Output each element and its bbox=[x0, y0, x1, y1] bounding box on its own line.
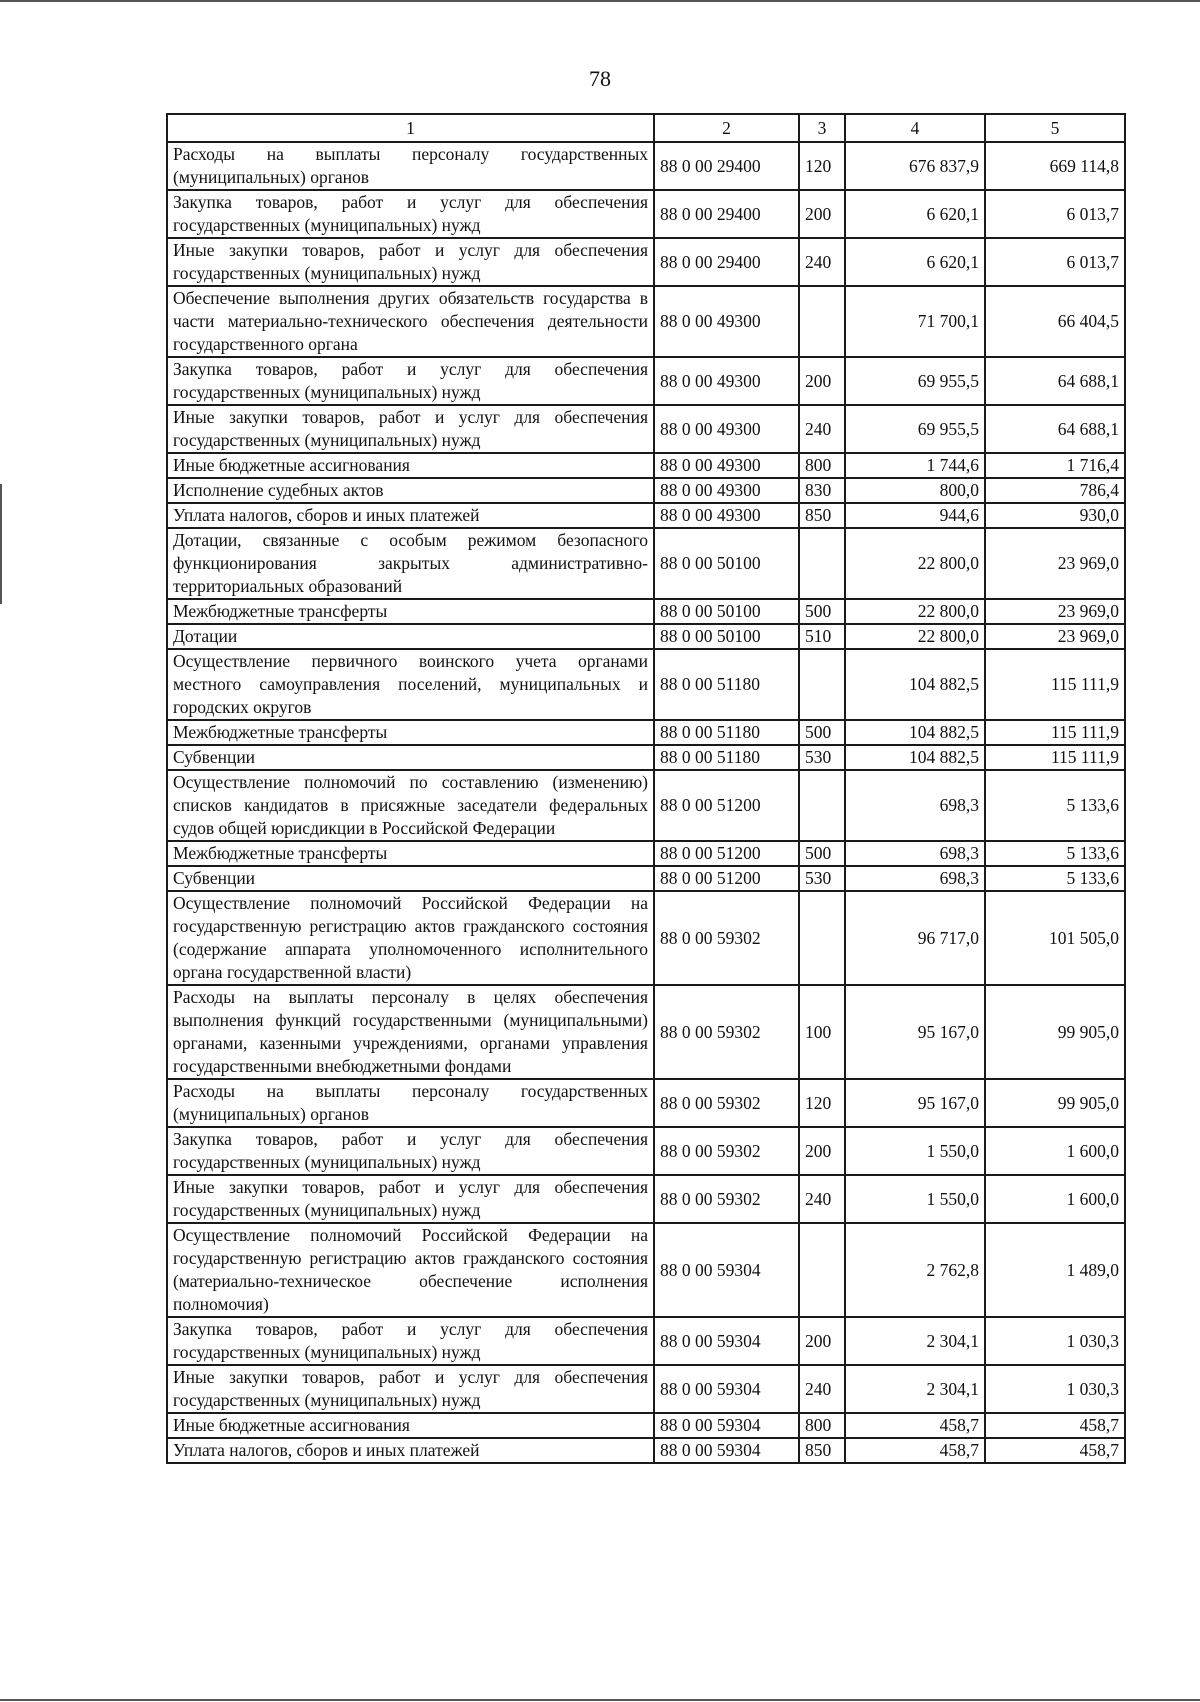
row-value-5-cell: 458,7 bbox=[985, 1438, 1125, 1463]
row-type-cell: 240 bbox=[799, 405, 845, 453]
row-type-cell: 530 bbox=[799, 866, 845, 891]
row-value-4-cell: 69 955,5 bbox=[845, 405, 985, 453]
row-type-cell bbox=[799, 891, 845, 985]
table-body bbox=[167, 114, 1125, 1463]
row-value-5-cell: 6 013,7 bbox=[985, 238, 1125, 286]
table-row bbox=[167, 1438, 1125, 1463]
scan-edge-bottom bbox=[0, 1699, 1200, 1701]
row-type-cell: 200 bbox=[799, 357, 845, 405]
row-value-4-cell: 104 882,5 bbox=[845, 745, 985, 770]
row-code-cell: 88 0 00 51200 bbox=[654, 770, 799, 841]
table-row bbox=[167, 745, 1125, 770]
row-type-cell: 200 bbox=[799, 1317, 845, 1365]
table-row bbox=[167, 985, 1125, 1079]
row-value-5-cell: 1 030,3 bbox=[985, 1365, 1125, 1413]
row-name-cell: Расходы на выплаты персоналу государственных (муниципальных) органов bbox=[167, 142, 654, 190]
row-name-cell: Иные бюджетные ассигнования bbox=[167, 453, 654, 478]
table-row bbox=[167, 357, 1125, 405]
row-name-cell: Дотации bbox=[167, 624, 654, 649]
row-code-cell: 88 0 00 51200 bbox=[654, 841, 799, 866]
row-type-cell: 830 bbox=[799, 478, 845, 503]
row-code-cell: 88 0 00 51200 bbox=[654, 866, 799, 891]
row-value-4-cell: 104 882,5 bbox=[845, 720, 985, 745]
row-value-5-cell: 6 013,7 bbox=[985, 190, 1125, 238]
row-value-5-cell: 115 111,9 bbox=[985, 745, 1125, 770]
header-col-5: 5 bbox=[985, 114, 1125, 142]
row-value-4-cell: 6 620,1 bbox=[845, 238, 985, 286]
row-value-4-cell: 800,0 bbox=[845, 478, 985, 503]
row-value-5-cell: 115 111,9 bbox=[985, 649, 1125, 720]
row-value-5-cell: 64 688,1 bbox=[985, 405, 1125, 453]
row-value-5-cell: 66 404,5 bbox=[985, 286, 1125, 357]
row-code-cell: 88 0 00 49300 bbox=[654, 453, 799, 478]
table-row bbox=[167, 1079, 1125, 1127]
row-type-cell: 100 bbox=[799, 985, 845, 1079]
row-type-cell: 530 bbox=[799, 745, 845, 770]
row-value-5-cell: 64 688,1 bbox=[985, 357, 1125, 405]
table-row bbox=[167, 503, 1125, 528]
row-name-cell: Иные закупки товаров, работ и услуг для обеспечения государственных (муниципальных) нужд bbox=[167, 405, 654, 453]
table-row bbox=[167, 405, 1125, 453]
row-value-5-cell: 1 030,3 bbox=[985, 1317, 1125, 1365]
table-row bbox=[167, 1223, 1125, 1317]
row-value-5-cell: 115 111,9 bbox=[985, 720, 1125, 745]
row-value-5-cell: 1 600,0 bbox=[985, 1127, 1125, 1175]
row-value-4-cell: 1 744,6 bbox=[845, 453, 985, 478]
row-value-5-cell: 1 489,0 bbox=[985, 1223, 1125, 1317]
row-name-cell: Межбюджетные трансферты bbox=[167, 720, 654, 745]
row-code-cell: 88 0 00 49300 bbox=[654, 503, 799, 528]
row-type-cell: 200 bbox=[799, 1127, 845, 1175]
page-number: 78 bbox=[589, 66, 611, 91]
budget-table bbox=[166, 113, 1126, 1464]
row-name-cell: Иные закупки товаров, работ и услуг для обеспечения государственных (муниципальных) нужд bbox=[167, 1365, 654, 1413]
row-value-5-cell: 1 600,0 bbox=[985, 1175, 1125, 1223]
header-col-1: 1 bbox=[167, 114, 654, 142]
table-row bbox=[167, 1127, 1125, 1175]
table-row bbox=[167, 624, 1125, 649]
row-value-4-cell: 676 837,9 bbox=[845, 142, 985, 190]
header-col-3: 3 bbox=[799, 114, 845, 142]
row-type-cell bbox=[799, 649, 845, 720]
row-code-cell: 88 0 00 51180 bbox=[654, 745, 799, 770]
row-name-cell: Уплата налогов, сборов и иных платежей bbox=[167, 1438, 654, 1463]
row-value-4-cell: 95 167,0 bbox=[845, 1079, 985, 1127]
row-value-4-cell: 95 167,0 bbox=[845, 985, 985, 1079]
row-type-cell bbox=[799, 528, 845, 599]
row-name-cell: Исполнение судебных актов bbox=[167, 478, 654, 503]
row-code-cell: 88 0 00 59302 bbox=[654, 1127, 799, 1175]
row-code-cell: 88 0 00 59302 bbox=[654, 985, 799, 1079]
row-name-cell: Расходы на выплаты персоналу в целях обеспечения выполнения функций государственными (муниципальными) органами, казенными учреждениями, органами управления государственными внебюджетными фондами bbox=[167, 985, 654, 1079]
row-code-cell: 88 0 00 59302 bbox=[654, 891, 799, 985]
table-row bbox=[167, 599, 1125, 624]
row-type-cell: 240 bbox=[799, 1175, 845, 1223]
header-col-2: 2 bbox=[654, 114, 799, 142]
row-type-cell: 500 bbox=[799, 720, 845, 745]
table-row bbox=[167, 1317, 1125, 1365]
row-name-cell: Осуществление первичного воинского учета органами местного самоуправления поселений, муниципальных и городских округов bbox=[167, 649, 654, 720]
row-type-cell bbox=[799, 1223, 845, 1317]
scan-edge-left bbox=[0, 484, 2, 604]
row-type-cell: 510 bbox=[799, 624, 845, 649]
row-code-cell: 88 0 00 59304 bbox=[654, 1223, 799, 1317]
row-value-4-cell: 22 800,0 bbox=[845, 528, 985, 599]
table-row bbox=[167, 770, 1125, 841]
row-code-cell: 88 0 00 29400 bbox=[654, 238, 799, 286]
row-type-cell bbox=[799, 286, 845, 357]
row-value-5-cell: 23 969,0 bbox=[985, 599, 1125, 624]
row-name-cell: Иные бюджетные ассигнования bbox=[167, 1413, 654, 1438]
row-name-cell: Осуществление полномочий Российской Федерации на государственную регистрацию актов гражданского состояния (материально-техническое обеспечение исполнения полномочия) bbox=[167, 1223, 654, 1317]
row-type-cell: 800 bbox=[799, 1413, 845, 1438]
table-row bbox=[167, 190, 1125, 238]
row-value-4-cell: 22 800,0 bbox=[845, 624, 985, 649]
row-name-cell: Закупка товаров, работ и услуг для обеспечения государственных (муниципальных) нужд bbox=[167, 1127, 654, 1175]
row-value-4-cell: 698,3 bbox=[845, 770, 985, 841]
row-name-cell: Закупка товаров, работ и услуг для обеспечения государственных (муниципальных) нужд bbox=[167, 190, 654, 238]
row-value-4-cell: 2 304,1 bbox=[845, 1365, 985, 1413]
row-type-cell: 120 bbox=[799, 1079, 845, 1127]
row-name-cell: Осуществление полномочий Российской Федерации на государственную регистрацию актов гражданского состояния (содержание аппарата уполномоченного исполнительного органа государственной власти) bbox=[167, 891, 654, 985]
table-row bbox=[167, 286, 1125, 357]
row-name-cell: Субвенции bbox=[167, 745, 654, 770]
row-value-4-cell: 944,6 bbox=[845, 503, 985, 528]
row-value-5-cell: 458,7 bbox=[985, 1413, 1125, 1438]
row-value-4-cell: 2 304,1 bbox=[845, 1317, 985, 1365]
row-code-cell: 88 0 00 29400 bbox=[654, 142, 799, 190]
row-code-cell: 88 0 00 59304 bbox=[654, 1438, 799, 1463]
row-code-cell: 88 0 00 49300 bbox=[654, 478, 799, 503]
row-value-4-cell: 1 550,0 bbox=[845, 1175, 985, 1223]
table-row bbox=[167, 238, 1125, 286]
row-value-5-cell: 1 716,4 bbox=[985, 453, 1125, 478]
row-name-cell: Расходы на выплаты персоналу государственных (муниципальных) органов bbox=[167, 1079, 654, 1127]
row-name-cell: Уплата налогов, сборов и иных платежей bbox=[167, 503, 654, 528]
row-code-cell: 88 0 00 49300 bbox=[654, 286, 799, 357]
row-value-5-cell: 930,0 bbox=[985, 503, 1125, 528]
row-name-cell: Закупка товаров, работ и услуг для обеспечения государственных (муниципальных) нужд bbox=[167, 357, 654, 405]
row-type-cell: 500 bbox=[799, 599, 845, 624]
row-value-4-cell: 698,3 bbox=[845, 866, 985, 891]
header-col-4: 4 bbox=[845, 114, 985, 142]
row-value-4-cell: 104 882,5 bbox=[845, 649, 985, 720]
table-row bbox=[167, 528, 1125, 599]
row-value-4-cell: 71 700,1 bbox=[845, 286, 985, 357]
row-type-cell bbox=[799, 770, 845, 841]
row-type-cell: 240 bbox=[799, 1365, 845, 1413]
row-value-5-cell: 5 133,6 bbox=[985, 770, 1125, 841]
row-value-5-cell: 5 133,6 bbox=[985, 841, 1125, 866]
row-value-5-cell: 5 133,6 bbox=[985, 866, 1125, 891]
row-code-cell: 88 0 00 50100 bbox=[654, 624, 799, 649]
table-row bbox=[167, 1175, 1125, 1223]
row-type-cell: 850 bbox=[799, 503, 845, 528]
row-code-cell: 88 0 00 59302 bbox=[654, 1175, 799, 1223]
row-value-5-cell: 23 969,0 bbox=[985, 624, 1125, 649]
row-code-cell: 88 0 00 50100 bbox=[654, 528, 799, 599]
row-value-4-cell: 22 800,0 bbox=[845, 599, 985, 624]
row-value-5-cell: 99 905,0 bbox=[985, 1079, 1125, 1127]
table-row bbox=[167, 1413, 1125, 1438]
row-type-cell: 120 bbox=[799, 142, 845, 190]
row-type-cell: 800 bbox=[799, 453, 845, 478]
row-code-cell: 88 0 00 59304 bbox=[654, 1365, 799, 1413]
table-row bbox=[167, 841, 1125, 866]
row-code-cell: 88 0 00 59304 bbox=[654, 1317, 799, 1365]
row-value-4-cell: 698,3 bbox=[845, 841, 985, 866]
row-type-cell: 500 bbox=[799, 841, 845, 866]
row-value-4-cell: 2 762,8 bbox=[845, 1223, 985, 1317]
table-row bbox=[167, 649, 1125, 720]
row-name-cell: Субвенции bbox=[167, 866, 654, 891]
row-code-cell: 88 0 00 49300 bbox=[654, 357, 799, 405]
row-value-4-cell: 1 550,0 bbox=[845, 1127, 985, 1175]
row-type-cell: 850 bbox=[799, 1438, 845, 1463]
row-name-cell: Иные закупки товаров, работ и услуг для обеспечения государственных (муниципальных) нужд bbox=[167, 238, 654, 286]
row-value-5-cell: 101 505,0 bbox=[985, 891, 1125, 985]
table-row bbox=[167, 453, 1125, 478]
row-value-5-cell: 23 969,0 bbox=[985, 528, 1125, 599]
row-value-4-cell: 96 717,0 bbox=[845, 891, 985, 985]
row-name-cell: Иные закупки товаров, работ и услуг для обеспечения государственных (муниципальных) нужд bbox=[167, 1175, 654, 1223]
table-row bbox=[167, 1365, 1125, 1413]
table-row bbox=[167, 720, 1125, 745]
row-code-cell: 88 0 00 59304 bbox=[654, 1413, 799, 1438]
row-value-5-cell: 99 905,0 bbox=[985, 985, 1125, 1079]
row-code-cell: 88 0 00 59302 bbox=[654, 1079, 799, 1127]
row-value-4-cell: 458,7 bbox=[845, 1413, 985, 1438]
row-type-cell: 200 bbox=[799, 190, 845, 238]
scan-edge-top bbox=[0, 0, 1200, 2]
table-row bbox=[167, 142, 1125, 190]
row-name-cell: Обеспечение выполнения других обязательств государства в части материально-технического обеспечения деятельности государственного органа bbox=[167, 286, 654, 357]
table-header-row bbox=[167, 114, 1125, 142]
row-code-cell: 88 0 00 51180 bbox=[654, 649, 799, 720]
row-name-cell: Межбюджетные трансферты bbox=[167, 841, 654, 866]
row-name-cell: Межбюджетные трансферты bbox=[167, 599, 654, 624]
row-value-4-cell: 458,7 bbox=[845, 1438, 985, 1463]
row-code-cell: 88 0 00 50100 bbox=[654, 599, 799, 624]
row-code-cell: 88 0 00 29400 bbox=[654, 190, 799, 238]
row-value-5-cell: 786,4 bbox=[985, 478, 1125, 503]
row-value-4-cell: 69 955,5 bbox=[845, 357, 985, 405]
row-value-4-cell: 6 620,1 bbox=[845, 190, 985, 238]
row-value-5-cell: 669 114,8 bbox=[985, 142, 1125, 190]
table-row bbox=[167, 866, 1125, 891]
row-name-cell: Закупка товаров, работ и услуг для обеспечения государственных (муниципальных) нужд bbox=[167, 1317, 654, 1365]
row-name-cell: Дотации, связанные с особым режимом безопасного функционирования закрытых административно-территориальных образований bbox=[167, 528, 654, 599]
row-name-cell: Осуществление полномочий по составлению (изменению) списков кандидатов в присяжные заседатели федеральных судов общей юрисдикции в Российской Федерации bbox=[167, 770, 654, 841]
row-code-cell: 88 0 00 49300 bbox=[654, 405, 799, 453]
row-type-cell: 240 bbox=[799, 238, 845, 286]
row-code-cell: 88 0 00 51180 bbox=[654, 720, 799, 745]
table-row bbox=[167, 891, 1125, 985]
table-row bbox=[167, 478, 1125, 503]
